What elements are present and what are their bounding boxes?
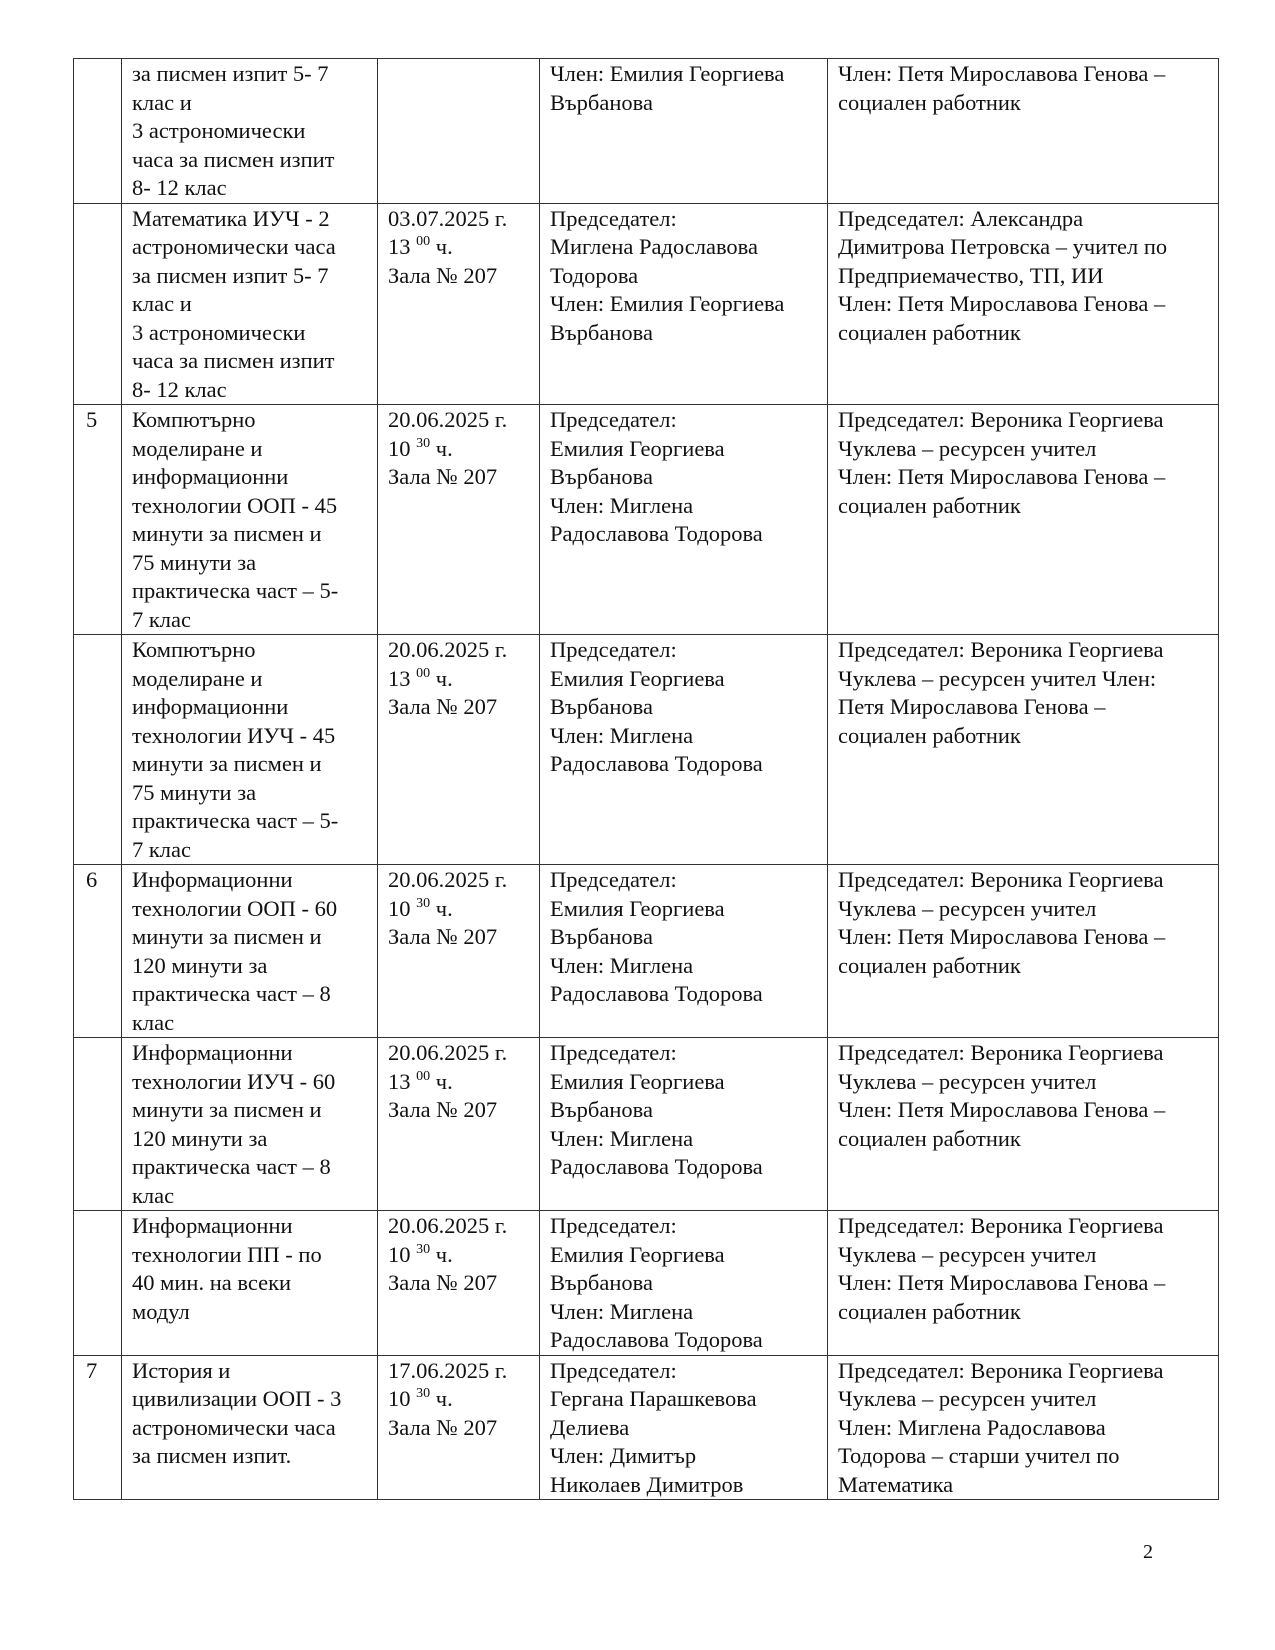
exam-committee-line: Председател:: [550, 867, 677, 892]
exam-observers-line: Тодорова – старши учител по: [838, 1443, 1120, 1468]
exam-subject-line: технологии ООП - 60: [132, 895, 338, 921]
exam-subject-line: моделиране и: [132, 665, 263, 691]
exam-time: [388, 895, 529, 924]
exam-committee-line: Радославова Тодорова: [550, 981, 763, 1006]
exam-observers-line: Член: Петя Мирославова Генова –: [838, 1270, 1166, 1295]
exam-subject-line: История и: [132, 1357, 231, 1383]
exam-subject-line: за писмен изпит.: [132, 1443, 292, 1468]
exam-subject-line: практическа част – 8: [132, 981, 331, 1006]
exam-time-suffix: ч.: [435, 435, 453, 461]
exam-committee-line: Гергана Парашкевова: [550, 1386, 757, 1411]
exam-observers-line: Член: Миглена Радославова: [838, 1414, 1106, 1440]
exam-observers-line: социален работник: [838, 1298, 1021, 1324]
table-row: [74, 635, 1219, 865]
exam-committee-line: Върбанова: [550, 924, 653, 949]
exam-observers-line: Председател: Вероника Георгиева: [838, 867, 1164, 892]
exam-subject: [122, 635, 378, 865]
exam-committee: [540, 203, 828, 405]
row-number: 5: [74, 405, 122, 635]
exam-date: 20.06.2025 г.: [388, 867, 508, 892]
exam-committee-line: Емилия Георгиева: [550, 1068, 725, 1094]
exam-subject-line: моделиране и: [132, 435, 263, 461]
exam-subject-line: минути за писмен и: [132, 521, 322, 546]
exam-committee: [540, 1038, 828, 1211]
page-number: 2: [1143, 1541, 1153, 1563]
exam-datetime: [378, 1355, 540, 1500]
exam-observers-line: Председател: Александра: [838, 205, 1084, 231]
exam-observers-line: Математика: [838, 1471, 954, 1497]
exam-committee-line: Радославова Тодорова: [550, 1154, 763, 1179]
exam-subject-line: часа за писмен изпит: [132, 348, 335, 373]
exam-subject-line: Математика ИУЧ - 2: [132, 205, 330, 231]
table-row: [74, 1211, 1219, 1356]
exam-committee-line: Член: Миглена: [550, 492, 694, 518]
exam-committee-line: Радославова Тодорова: [550, 751, 763, 776]
exam-subject-line: технологии ПП - по: [132, 1241, 322, 1267]
exam-observers-line: Чуклева – ресурсен учител: [838, 895, 1097, 921]
exam-observers-line: Член: Петя Мирославова Генова –: [838, 1097, 1166, 1122]
exam-observers-line: Председател: Вероника Георгиева: [838, 407, 1164, 432]
exam-committee: [540, 405, 828, 635]
exam-date: 20.06.2025 г.: [388, 637, 508, 662]
exam-time-minutes: 30: [416, 435, 431, 451]
exam-subject-line: технологии ИУЧ - 45: [132, 722, 336, 748]
exam-observers-line: социален работник: [838, 89, 1021, 115]
table-row: [74, 203, 1219, 405]
exam-subject: [122, 405, 378, 635]
exam-committee-line: Радославова Тодорова: [550, 1327, 763, 1352]
exam-time-hour: 13: [388, 665, 411, 691]
exam-observers-line: Член: Петя Мирославова Генова –: [838, 61, 1166, 86]
exam-subject-line: 75 минути за: [132, 549, 257, 575]
exam-committee-line: Тодорова: [550, 262, 639, 288]
exam-subject-line: 7 клас: [132, 836, 192, 862]
exam-committee-line: Николаев Димитров: [550, 1471, 744, 1497]
table-row: [74, 405, 1219, 635]
exam-datetime: [378, 405, 540, 635]
exam-committee-line: Председател:: [550, 1357, 677, 1383]
exam-date: 17.06.2025 г.: [388, 1357, 508, 1383]
exam-subject-line: 120 минути за: [132, 952, 268, 978]
exam-subject-line: астрономически часа: [132, 1414, 336, 1440]
exam-subject-line: технологии ООП - 45: [132, 492, 338, 518]
exam-subject-line: 7 клас: [132, 606, 192, 632]
exam-subject-line: клас и: [132, 291, 192, 316]
exam-subject-line: технологии ИУЧ - 60: [132, 1068, 336, 1094]
exam-time-suffix: ч.: [435, 1386, 453, 1411]
exam-subject-line: 8- 12 клас: [132, 376, 227, 402]
exam-committee-line: Върбанова: [550, 1097, 653, 1122]
exam-committee-line: Председател:: [550, 205, 677, 231]
exam-datetime: [378, 1038, 540, 1211]
exam-time: [388, 1385, 529, 1414]
table-row: [74, 1355, 1219, 1500]
exam-committee-line: Върбанова: [550, 89, 653, 115]
exam-observers-line: Председател: Вероника Георгиева: [838, 1213, 1164, 1238]
exam-observers: [828, 635, 1219, 865]
exam-subject-line: цивилизации ООП - 3: [132, 1386, 342, 1411]
exam-observers-line: Предприемачество, ТП, ИИ: [838, 262, 1104, 288]
exam-subject-line: Компютърно: [132, 407, 256, 432]
exam-subject-line: Компютърно: [132, 637, 256, 662]
exam-committee-line: Емилия Георгиева: [550, 435, 725, 461]
exam-observers: [828, 59, 1219, 204]
exam-subject-line: Информационни: [132, 1213, 293, 1238]
exam-committee-line: Член: Миглена: [550, 1298, 694, 1324]
exam-date: 20.06.2025 г.: [388, 1040, 508, 1065]
exam-time-suffix: ч.: [435, 234, 453, 259]
exam-committee-line: Член: Миглена: [550, 722, 694, 748]
exam-observers: [828, 865, 1219, 1038]
exam-committee-line: Емилия Георгиева: [550, 1241, 725, 1267]
exam-time: [388, 233, 529, 262]
exam-subject-line: информационни: [132, 464, 289, 489]
exam-observers-line: социален работник: [838, 952, 1021, 978]
exam-room: Зала № 207: [388, 694, 498, 719]
exam-committee-line: Председател:: [550, 1213, 677, 1238]
exam-committee-line: Емилия Георгиева: [550, 895, 725, 921]
exam-observers: [828, 1211, 1219, 1356]
exam-date: 03.07.2025 г.: [388, 205, 508, 231]
exam-time-minutes: 00: [416, 665, 431, 681]
exam-time-suffix: ч.: [435, 665, 453, 691]
exam-observers: [828, 1038, 1219, 1211]
exam-room: Зала № 207: [388, 1414, 498, 1440]
exam-subject-line: астрономически часа: [132, 234, 336, 259]
exam-subject-line: минути за писмен и: [132, 1097, 322, 1122]
exam-observers-line: Чуклева – ресурсен учител Член:: [838, 665, 1157, 691]
exam-time: [388, 665, 529, 694]
exam-subject-line: клас: [132, 1182, 175, 1208]
exam-committee-line: Член: Емилия Георгиева: [550, 291, 785, 316]
table-row: [74, 865, 1219, 1038]
exam-observers-line: Председател: Вероника Георгиева: [838, 637, 1164, 662]
exam-subject-line: минути за писмен и: [132, 751, 322, 776]
exam-subject-line: информационни: [132, 694, 289, 719]
exam-committee-line: Радославова Тодорова: [550, 521, 763, 546]
exam-committee-line: Върбанова: [550, 1270, 653, 1295]
exam-time-minutes: 00: [416, 1068, 431, 1084]
exam-room: Зала № 207: [388, 924, 498, 949]
exam-room: Зала № 207: [388, 464, 498, 489]
exam-time-minutes: 30: [416, 1241, 431, 1257]
exam-time: [388, 1241, 529, 1270]
exam-committee-line: Член: Емилия Георгиева: [550, 61, 785, 86]
exam-datetime: [378, 865, 540, 1038]
exam-subject-line: 8- 12 клас: [132, 175, 227, 200]
exam-time-hour: 10: [388, 1386, 411, 1411]
exam-room: Зала № 207: [388, 1097, 498, 1122]
exam-committee-line: Член: Миглена: [550, 1125, 694, 1151]
exam-subject-line: практическа част – 5-: [132, 808, 339, 833]
exam-subject: [122, 59, 378, 204]
exam-observers-line: Председател: Вероника Георгиева: [838, 1357, 1164, 1383]
exam-committee-line: Председател:: [550, 407, 677, 432]
row-number: 7: [74, 1355, 122, 1500]
exam-observers-line: социален работник: [838, 319, 1021, 345]
exam-schedule-body: [74, 59, 1219, 1500]
exam-datetime: [378, 59, 540, 204]
row-number: [74, 635, 122, 865]
exam-observers-line: Председател: Вероника Георгиева: [838, 1040, 1164, 1065]
exam-committee-line: Председател:: [550, 1040, 677, 1065]
exam-time-suffix: ч.: [435, 1241, 453, 1267]
exam-subject-line: за писмен изпит 5- 7: [132, 61, 329, 86]
exam-subject: [122, 203, 378, 405]
exam-observers: [828, 203, 1219, 405]
row-number: [74, 59, 122, 204]
exam-committee-line: Върбанова: [550, 464, 653, 489]
exam-subject-line: клас: [132, 1009, 175, 1035]
exam-subject-line: 3 астрономически: [132, 319, 306, 345]
exam-time-hour: 10: [388, 895, 411, 921]
exam-subject-line: клас и: [132, 89, 192, 115]
exam-time-hour: 13: [388, 1068, 411, 1094]
exam-observers-line: социален работник: [838, 1125, 1021, 1151]
exam-time-minutes: 00: [416, 234, 431, 249]
exam-committee: [540, 59, 828, 204]
exam-subject: [122, 1355, 378, 1500]
row-number: [74, 1038, 122, 1211]
exam-time-minutes: 30: [416, 1386, 431, 1401]
exam-committee-line: Върбанова: [550, 694, 653, 719]
exam-room: Зала № 207: [388, 1270, 498, 1295]
exam-observers: [828, 405, 1219, 635]
exam-committee-line: Върбанова: [550, 319, 653, 345]
exam-subject-line: Информационни: [132, 867, 293, 892]
exam-time-hour: 10: [388, 1241, 411, 1267]
exam-date: 20.06.2025 г.: [388, 1213, 508, 1238]
exam-committee: [540, 865, 828, 1038]
exam-observers-line: Чуклева – ресурсен учител: [838, 1386, 1097, 1411]
exam-observers-line: социален работник: [838, 492, 1021, 518]
exam-subject-line: за писмен изпит 5- 7: [132, 262, 329, 288]
exam-datetime: [378, 635, 540, 865]
exam-observers-line: социален работник: [838, 722, 1021, 748]
exam-subject: [122, 1038, 378, 1211]
exam-room: Зала № 207: [388, 262, 498, 288]
exam-committee-line: Член: Димитър: [550, 1443, 697, 1468]
exam-committee: [540, 1211, 828, 1356]
exam-subject-line: 40 мин. на всеки: [132, 1270, 292, 1295]
exam-subject: [122, 865, 378, 1038]
exam-subject-line: часа за писмен изпит: [132, 146, 335, 172]
row-number: [74, 1211, 122, 1356]
exam-datetime: [378, 1211, 540, 1356]
exam-observers-line: Димитрова Петровска – учител по: [838, 234, 1168, 259]
exam-schedule-table: [73, 58, 1219, 1500]
exam-subject-line: практическа част – 8: [132, 1154, 331, 1179]
exam-observers: [828, 1355, 1219, 1500]
exam-committee-line: Емилия Георгиева: [550, 665, 725, 691]
exam-observers-line: Член: Петя Мирославова Генова –: [838, 924, 1166, 949]
exam-subject: [122, 1211, 378, 1356]
row-number: 6: [74, 865, 122, 1038]
exam-subject-line: модул: [132, 1298, 190, 1324]
exam-observers-line: Чуклева – ресурсен учител: [838, 1068, 1097, 1094]
exam-observers-line: Чуклева – ресурсен учител: [838, 435, 1097, 461]
exam-subject-line: минути за писмен и: [132, 924, 322, 949]
exam-committee-line: Делиева: [550, 1414, 630, 1440]
exam-date: 20.06.2025 г.: [388, 407, 508, 432]
exam-committee: [540, 1355, 828, 1500]
exam-observers-line: Член: Петя Мирославова Генова –: [838, 291, 1166, 316]
exam-time-hour: 10: [388, 435, 411, 461]
exam-observers-line: Чуклева – ресурсен учител: [838, 1241, 1097, 1267]
exam-observers-line: Петя Мирославова Генова –: [838, 694, 1106, 719]
exam-committee-line: Председател:: [550, 637, 677, 662]
row-number: [74, 203, 122, 405]
exam-subject-line: 75 минути за: [132, 779, 257, 805]
exam-subject-line: 3 астрономически: [132, 118, 306, 143]
exam-committee-line: Член: Миглена: [550, 952, 694, 978]
exam-time: [388, 1068, 529, 1097]
exam-time: [388, 435, 529, 464]
exam-subject-line: практическа част – 5-: [132, 578, 339, 603]
table-row: [74, 59, 1219, 204]
exam-subject-line: Информационни: [132, 1040, 293, 1065]
exam-subject-line: 120 минути за: [132, 1125, 268, 1151]
exam-time-minutes: 30: [416, 895, 431, 911]
exam-time-suffix: ч.: [435, 1068, 453, 1094]
exam-committee: [540, 635, 828, 865]
exam-time-hour: 13: [388, 234, 411, 259]
table-row: [74, 1038, 1219, 1211]
exam-datetime: [378, 203, 540, 405]
exam-committee-line: Миглена Радославова: [550, 234, 758, 259]
exam-time-suffix: ч.: [435, 895, 453, 921]
exam-observers-line: Член: Петя Мирославова Генова –: [838, 464, 1166, 489]
